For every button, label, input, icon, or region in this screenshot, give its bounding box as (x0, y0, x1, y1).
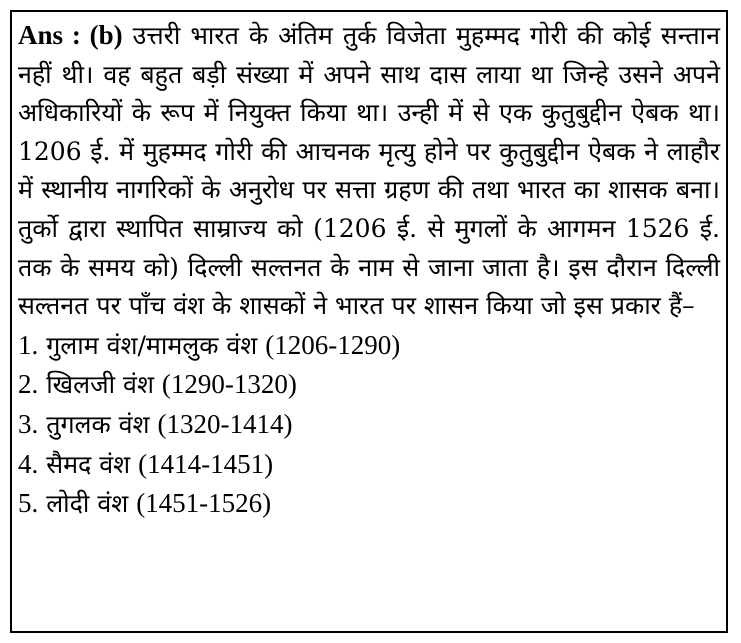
dynasty-years: (1451-1526) (136, 488, 272, 519)
dynasty-item (18, 326, 720, 366)
dynasty-item (18, 484, 720, 524)
dynasty-number: 1. (18, 329, 39, 360)
dynasty-years: (1290-1320) (161, 369, 297, 400)
answer-box (10, 10, 728, 633)
dynasty-name: खिलजी वंश (46, 370, 154, 400)
dynasty-number: 2. (18, 369, 39, 400)
dynasty-number: 3. (18, 408, 39, 439)
dynasty-name: सैमद वंश (46, 449, 131, 479)
dynasty-item (18, 365, 720, 405)
dynasty-number: 4. (18, 448, 39, 479)
dynasty-years: (1206-1290) (265, 329, 401, 360)
dynasty-item (18, 445, 720, 485)
dynasty-years: (1320-1414) (157, 408, 293, 439)
dynasty-name: तुगलक वंश (46, 409, 150, 439)
dynasty-list (18, 326, 720, 524)
dynasty-item (18, 405, 720, 445)
answer-text: उत्तरी भारत के अंतिम तुर्क विजेता मुहम्मद गोरी की कोई सन्तान नहीं थी। वह बहुत बड़ी संख्या में अपने साथ दास लाया था जिन्हे उसने अपने अधिकारियों के रूप में नियुक्त किया था। उन्ही में से एक कुतुबुद्दीन ऐबक था। 1206 ई. में मुहम्मद गोरी की आचनक मृत्यु होने पर कुतुबुद्दीन ऐबक ने लाहौर में स्थानीय नागरिकों के अनुरोध पर सत्ता ग्रहण की तथा भारत का शासक बना। तुर्को द्वारा स्थापित साम्राज्य को (1206 ई. से मुगलों के आगमन 1526 ई. तक के समय को) दिल्ली सल्तनत के नाम से जाना जाता है। इस दौरान दिल्ली सल्तनत पर पाँच वंश के शासकों ने भारत पर शासन किया जो इस प्रकार हैं– (18, 21, 721, 321)
answer-paragraph (18, 16, 720, 326)
dynasty-years: (1414-1451) (138, 448, 274, 479)
dynasty-name: लोदी वंश (46, 489, 129, 519)
dynasty-number: 5. (18, 488, 39, 519)
answer-label: Ans : (b) (18, 20, 123, 50)
dynasty-name: गुलाम वंश/मामलुक वंश (46, 330, 258, 360)
